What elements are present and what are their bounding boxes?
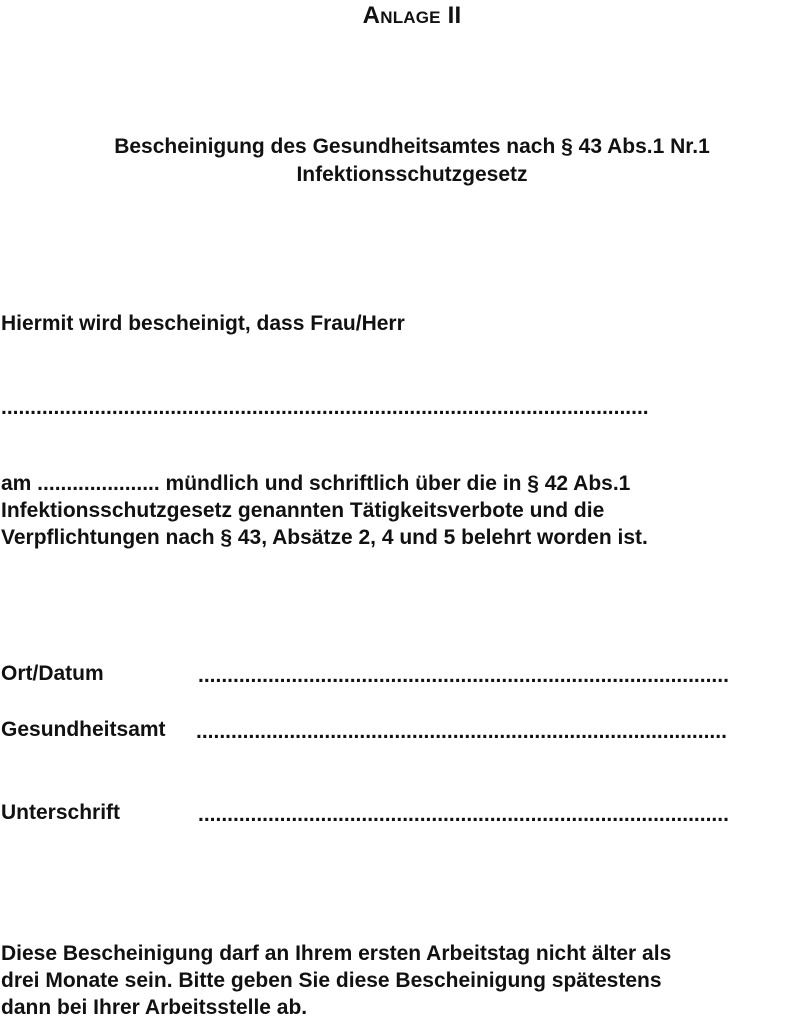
title-line-1: Bescheinigung des Gesundheitsamtes nach § 43 Abs.1 Nr.1 (114, 135, 710, 158)
ort-datum-label: Ort/Datum (1, 662, 104, 685)
footer-line-3: dann bei Ihrer Arbeitsstelle ab. (1, 996, 308, 1019)
gesundheitsamt-fill-line: ........................................................................................... (196, 720, 727, 743)
paragraph-line-1: am ..................... mündlich und schriftlich über die in § 42 Abs.1 (1, 472, 631, 495)
document-title (0, 133, 801, 189)
intro-text: Hiermit wird bescheinigt, dass Frau/Herr (1, 312, 405, 335)
unterschrift-fill-line: ........................................................................................... (198, 803, 729, 826)
document-heading (0, 2, 801, 30)
name-fill-line: ............................................................................................................... (1, 396, 649, 419)
title-line-2: Infektionsschutzgesetz (296, 163, 528, 186)
confirmation-paragraph (1, 470, 648, 551)
ort-datum-fill-line: ........................................................................................... (198, 664, 729, 687)
footer-note (1, 940, 671, 1021)
footer-line-1: Diese Bescheinigung darf an Ihrem ersten Arbeitstag nicht älter als (1, 942, 672, 965)
heading-anlage-rest: nlage (380, 2, 441, 29)
paragraph-line-2: Infektionsschutzgesetz genannten Tätigkeitsverbote und die (1, 499, 605, 522)
paragraph-line-3: Verpflichtungen nach § 43, Absätze 2, 4 und 5 belehrt worden ist. (1, 526, 648, 549)
gesundheitsamt-label: Gesundheitsamt (1, 718, 166, 741)
heading-anlage-first: A (362, 2, 381, 29)
heading-anlage-number: II (440, 2, 462, 29)
footer-line-2: drei Monate sein. Bitte geben Sie diese Bescheinigung spätestens (1, 969, 662, 992)
unterschrift-label: Unterschrift (1, 801, 121, 824)
